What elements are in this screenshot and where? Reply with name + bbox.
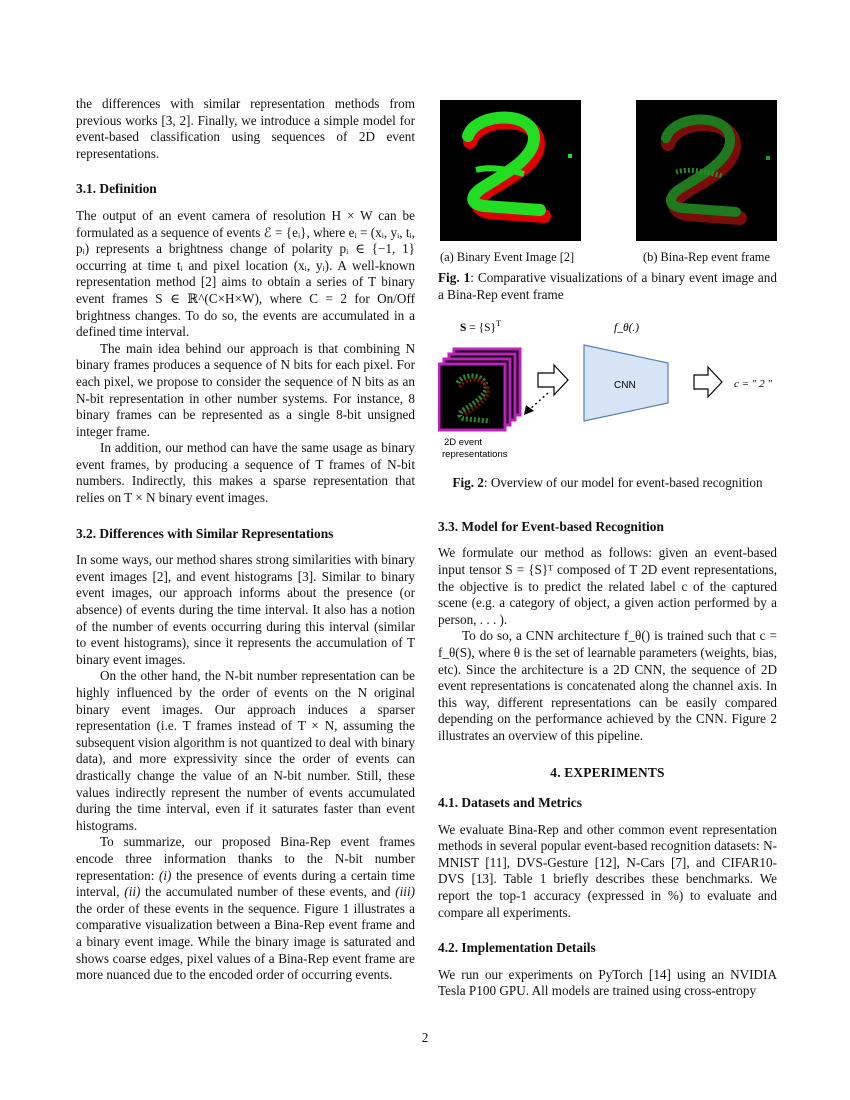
differences-paragraph-2: On the other hand, the N-bit number representation can be highly influenced by the order of events on the N original binary event images. Our approach induces a sparser representation (i.e. T frames instead of T × N, assuming the subsequent vision algorithm is not quantized to deal with binary data), and more expressivity since the order of events can drastically change the value of an N-bit number. Still, these values indirectly represent the number of events accumulated during the time interval, even if it saturates faster than event histograms.: [76, 668, 415, 833]
binary-event-image: [440, 100, 581, 241]
figure-2: [438, 317, 777, 467]
section-4-1-heading: 4.1. Datasets and Metrics: [438, 795, 582, 811]
section-4-2-heading: 4.2. Implementation Details: [438, 940, 596, 956]
definition-paragraph-3: In addition, our method can have the same usage as binary event frames, by producing a sequence of T frames of N-bit numbers. Indirectly, this makes a sparse representation that relies on T × N binary event images.: [76, 440, 415, 506]
stack-label-line-1: 2D event: [444, 437, 483, 449]
fig1-subcaption-a: (a) Binary Event Image [2]: [440, 250, 575, 264]
datasets-paragraph: We evaluate Bina-Rep and other common event representation methods in several popular event-based recognition datasets: N-MNIST [11], DVS-Gesture [12], N-Cars [7], and CIFAR10-DVS [13]. Table 1 briefly describes these benchmarks. We report the top-1 accuracy (expressed in %) to evaluate and compare all experiments.: [438, 821, 777, 920]
stack-label-line-2: representations: [442, 449, 508, 461]
right-column: [438, 96, 777, 1000]
pipeline-diagram: [438, 317, 777, 467]
figure-1: [438, 96, 777, 262]
cnn-label: CNN: [614, 380, 636, 392]
section-3-3-heading: 3.3. Model for Event-based Recognition: [438, 518, 664, 534]
function-label: f_θ(.): [614, 322, 640, 335]
event-frame-stack: [439, 349, 520, 430]
dotted-pointer: [530, 393, 548, 409]
model-paragraph-2: To do so, a CNN architecture f_θ() is trained such that c = f_θ(S), where θ is the set of learnable parameters (weights, bias, etc). Since the architecture is a 2D CNN, the sequence of 2D event representations is concatenated along the channel axis. In this way, different representations can be easily compared depending on the performance achieved by the CNN. Figure 2 illustrates an overview of this pipeline.: [438, 628, 777, 743]
intro-paragraph: the differences with similar representation methods from previous works [3, 2]. Finally, we introduce a simple model for event-based classification using sequences of 2D event representations.: [76, 96, 415, 161]
model-paragraph-1: We formulate our method as follows: given an event-based input tensor S = {S}ᵀ composed of T 2D event representations, the objective is to predict the related label c of the captured scene (e.g. a category of object, a given action performed by a person, . . . ).: [438, 545, 777, 627]
left-column: [76, 96, 415, 984]
bina-rep-event-frame: [636, 100, 777, 241]
page-number: 2: [421, 1030, 429, 1045]
differences-paragraph-1: In some ways, our method shares strong similarities with binary event images [2], and event histograms [3]. Similar to binary event images, our approach informs about the presence (or absence) of events during the time interval. It also has a notion of the number of events occurring during this interval (similar to event histograms), since it represents the accumulation of T binary event images.: [76, 552, 415, 667]
definition-paragraph-1: The output of an event camera of resolution H × W can be formulated as a sequence of events ℰ = {eᵢ}, where eᵢ = (xᵢ, yᵢ, tᵢ, pᵢ) represents a brightness change of polarity pᵢ ∈ {−1, 1} occurring at time tᵢ and pixel location (xᵢ, yᵢ). A well-known representation method [2] aims to obtain a series of T binary event frames S ∈ ℝ^(C×H×W), where C = 2 for On/Off brightness changes. To do so, the events are accumulated in a defined time interval.: [76, 207, 415, 340]
fig2-caption: Fig. 2: Overview of our model for event-based recognition: [452, 475, 763, 491]
fig1-subcaption-b: (b) Bina-Rep event frame: [643, 250, 770, 264]
output-label: c = " 2 ": [734, 378, 773, 391]
implementation-paragraph: We run our experiments on PyTorch [14] using an NVIDIA Tesla P100 GPU. All models are trained using cross-entropy: [438, 966, 777, 999]
definition-paragraph-2: The main idea behind our approach is that combining N binary frames produces a sequence of N bits for each pixel. For each pixel, we propose to consider the sequence of N bits as an N-bit representation in other number systems. For instance, 8 binary frames can be represented as a single 8-bit unsigned integer frame.: [76, 340, 415, 439]
section-3-2-heading: 3.2. Differences with Similar Representations: [76, 525, 334, 541]
arrow-to-cnn-icon: [538, 365, 568, 395]
section-3-1-heading: 3.1. Definition: [76, 181, 157, 197]
section-4-heading: 4. EXPERIMENTS: [550, 764, 665, 780]
input-tensor-label: $S = \{S\}^T$: [460, 319, 501, 335]
fig1-caption: Fig. 1: Comparative visualizations of a binary event image and a Bina-Rep event frame: [438, 270, 777, 302]
arrow-to-output-icon: [694, 367, 722, 397]
differences-paragraph-3: To summarize, our proposed Bina-Rep event frames encode three information thanks to the N-bit number representation: (i) the presence of events during a certain time interval, (ii) the accumulated number of these events, and (iii) the order of these events in the sequence. Figure 1 illustrates a comparative visualization between a Bina-Rep event frame and a binary event image. While the binary image is saturated and shows coarse edges, pixel values of a Bina-Rep event frame are more nuanced due to the encoded order of occurring events.: [76, 834, 416, 983]
